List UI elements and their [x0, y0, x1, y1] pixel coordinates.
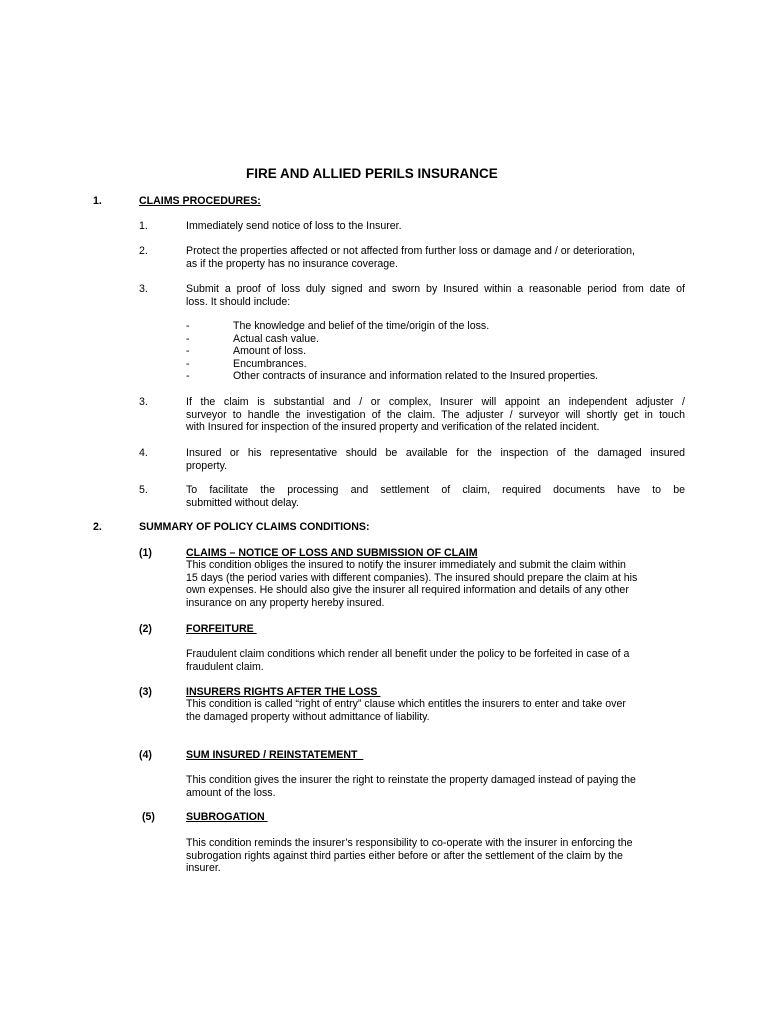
condition-text — [186, 837, 685, 875]
text-line: subrogation rights against third parties either before or after the settlement of the claim by the — [186, 849, 623, 862]
condition-heading: SUM INSURED / REINSTATEMENT — [186, 749, 364, 761]
text-line: amount of the loss. — [186, 786, 276, 799]
text-line: This condition reminds the insurer’s responsibility to co-operate with the insurer in enforcing the — [186, 837, 633, 849]
bullet-text: Actual cash value. — [233, 333, 319, 345]
bullet-dash: - — [186, 320, 190, 332]
condition-number: (2) — [139, 623, 152, 635]
condition-text — [186, 698, 685, 723]
condition-heading: CLAIMS – NOTICE OF LOSS AND SUBMISSION OF CLAIM — [186, 547, 478, 559]
document-title: FIRE AND ALLIED PERILS INSURANCE — [246, 166, 498, 181]
text-line: as if the property has no insurance coverage. — [186, 257, 398, 270]
bullet-text: Other contracts of insurance and information related to the Insured properties. — [233, 370, 599, 382]
claims-item-text — [186, 447, 685, 472]
text-line: surveyor to handle the investigation of the claim. The adjuster / surveyor will shortly get in touch — [186, 408, 685, 421]
text-line: This condition obliges the insured to notify the insurer immediately and submit the claim within — [186, 559, 626, 571]
text-line: If the claim is substantial and / or complex, Insurer will appoint an independent adjuster / — [186, 396, 685, 408]
claims-item-number: 3. — [139, 283, 148, 295]
claims-item-number: 5. — [139, 484, 148, 496]
text-line: insurer. — [186, 862, 221, 875]
text-line: This condition gives the insurer the right to reinstate the property damaged instead of paying the — [186, 774, 636, 786]
text-line: To facilitate the processing and settlement of claim, required documents have to be — [186, 484, 685, 496]
text-line: own expenses. He should also give the insurer all required information and details of any other — [186, 584, 629, 597]
claims-item-number: 4. — [139, 447, 148, 459]
condition-heading: INSURERS RIGHTS AFTER THE LOSS — [186, 686, 381, 698]
condition-heading: FORFEITURE — [186, 623, 257, 635]
claims-item-text — [186, 283, 685, 308]
text-line: Fraudulent claim conditions which render all benefit under the policy to be forfeited in case of a — [186, 648, 630, 660]
text-line: fraudulent claim. — [186, 660, 264, 673]
bullet-dash: - — [186, 345, 190, 357]
claims-item-text — [186, 220, 685, 233]
section-2-number: 2. — [93, 521, 102, 533]
condition-number: (1) — [139, 547, 152, 559]
claims-item-number: 2. — [139, 245, 148, 257]
bullet-dash: - — [186, 358, 190, 370]
bullet-dash: - — [186, 370, 190, 382]
text-line: Insured or his representative should be available for the inspection of the damaged insured — [186, 447, 685, 459]
text-line: This condition is called “right of entry” clause which entitles the insurers to enter and take over — [186, 698, 626, 710]
text-line: Submit a proof of loss duly signed and sworn by Insured within a reasonable period from date of — [186, 283, 685, 295]
bullet-text: The knowledge and belief of the time/origin of the loss. — [233, 320, 490, 332]
condition-text — [186, 774, 685, 799]
claims-item-text — [186, 396, 685, 434]
text-line: insurance on any property hereby insured. — [186, 596, 385, 609]
condition-text — [186, 559, 685, 609]
bullet-text: Amount of loss. — [233, 345, 307, 357]
text-line: Immediately send notice of loss to the Insurer. — [186, 220, 402, 232]
condition-number: (3) — [139, 686, 152, 698]
claims-item-number: 1. — [139, 220, 148, 232]
text-line: the damaged property without admittance of liability. — [186, 710, 430, 723]
condition-heading: SUBROGATION — [186, 811, 268, 823]
text-line: 15 days (the period varies with different companies). The insured should prepare the claim at his — [186, 571, 638, 584]
condition-number: (4) — [139, 749, 152, 761]
claims-item-text — [186, 484, 685, 509]
text-line: submitted without delay. — [186, 496, 299, 509]
section-1-number: 1. — [93, 195, 102, 207]
section-1-heading: CLAIMS PROCEDURES: — [139, 195, 261, 207]
bullet-text: Encumbrances. — [233, 358, 307, 370]
claims-item-text — [186, 245, 685, 270]
text-line: loss. It should include: — [186, 295, 291, 308]
condition-number: (5) — [139, 811, 155, 823]
text-line: Protect the properties affected or not affected from further loss or damage and / or deterioration, — [186, 245, 635, 257]
text-line: with Insured for inspection of the insured property and verification of the related incident. — [186, 421, 600, 434]
bullet-dash: - — [186, 333, 190, 345]
claims-item-number: 3. — [139, 396, 148, 408]
condition-text — [186, 648, 685, 673]
text-line: property. — [186, 459, 228, 472]
section-2-heading: SUMMARY OF POLICY CLAIMS CONDITIONS: — [139, 521, 370, 533]
